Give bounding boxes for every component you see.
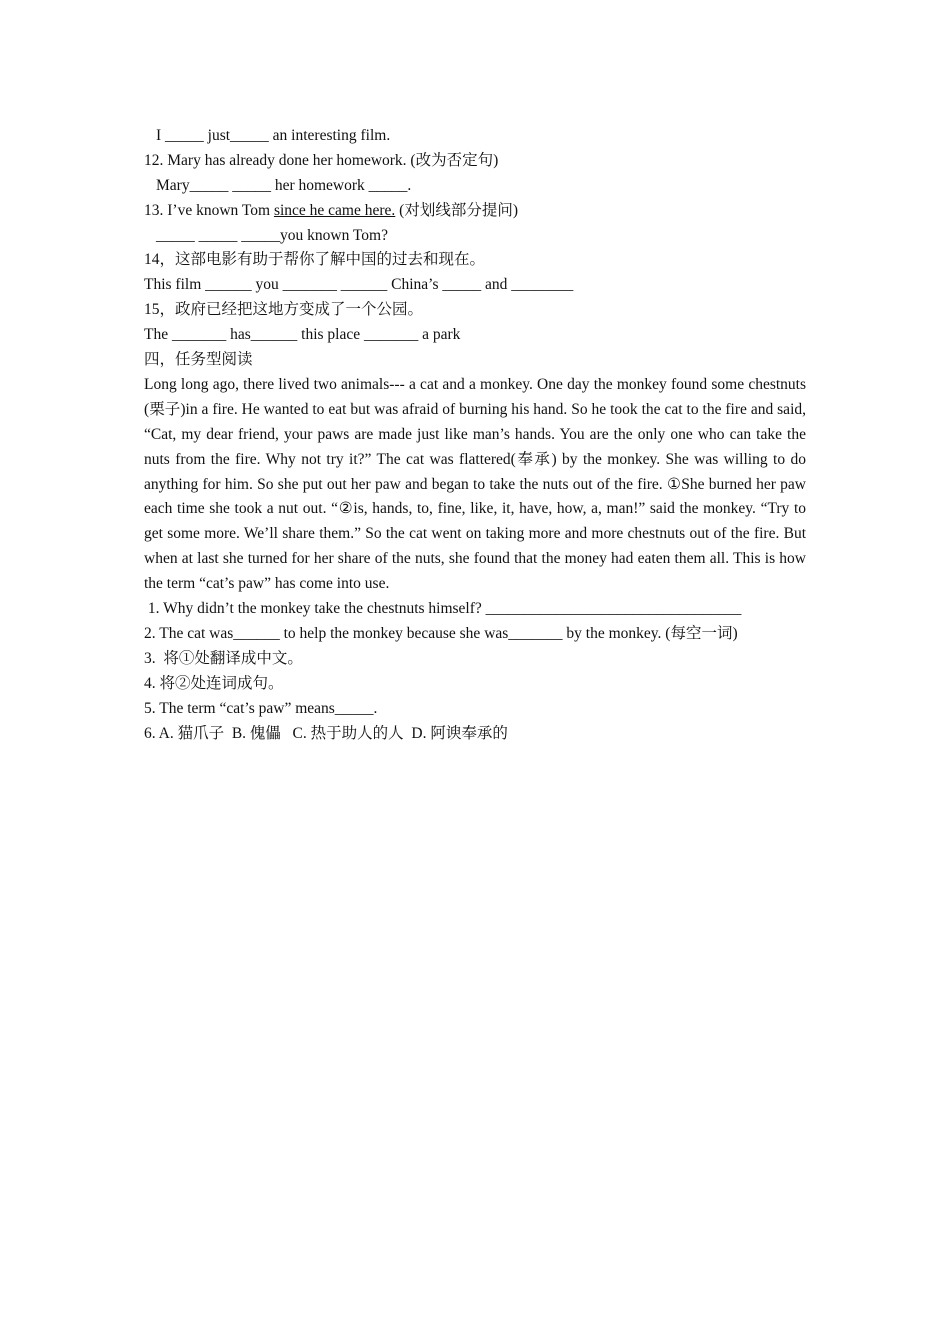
document-page bbox=[144, 124, 806, 746]
exercise-14-answer-line: This film ______ you _______ ______ China’s _____ and ________ bbox=[144, 276, 574, 294]
question-1: 1. Why didn’t the monkey take the chestnuts himself? _________________________________ bbox=[144, 600, 742, 618]
reading-passage: Long long ago, there lived two animals--- a cat and a monkey. One day the monkey found some chestnuts (栗子)in a fire. He wanted to eat but was afraid of burning his hand. So he took the cat to the fire and said, “Cat, my dear friend, your paws are made just like man’s hands. You are the only one who can take the nuts from the fire. Why not try it?” The cat was flattered(奉承) by the monkey. She was willing to do anything for him. So she put out her paw and began to take the nuts out of the fire. ①She burned her paw each time she took a nut out. “②is, hands, to, fine, like, it, have, how, a, man!” said the monkey. “Try to get some more. We’ll share them.” So the cat went on taking more and more chestnuts out of the fire. But when at last she turned for her share of the nuts, she found that the money had eaten them all. This is how the term “cat’s paw” has come into use. bbox=[144, 375, 806, 593]
exercise-11-answer-line: I _____ just_____ an interesting film. bbox=[156, 127, 391, 144]
exercise-13-answer-line: _____ _____ _____you known Tom? bbox=[156, 226, 388, 244]
exercise-13-underlined: since he came here. bbox=[273, 201, 396, 219]
exercise-15-answer-line: The _______ has______ this place _______ a park bbox=[144, 326, 461, 344]
exercise-15-prompt: 15，政府已经把这地方变成了一个公园。 bbox=[144, 301, 424, 319]
exercise-12-prompt: 12. Mary has already done her homework. (改为否定句) bbox=[144, 151, 499, 169]
exercise-14-prompt: 14，这部电影有助于帮你了解中国的过去和现在。 bbox=[144, 251, 486, 269]
exercise-12-answer-line: Mary_____ _____ her homework _____. bbox=[156, 176, 412, 194]
section-heading: 四，任务型阅读 bbox=[144, 351, 253, 369]
question-4: 4. 将②处连词成句。 bbox=[144, 674, 284, 692]
question-5: 5. The term “cat’s paw” means_____. bbox=[144, 699, 378, 717]
question-3: 3. 将①处翻译成中文。 bbox=[144, 649, 303, 667]
exercise-13-text: 13. I’ve known Tom bbox=[144, 201, 274, 219]
question-6-options: 6. A. 猫爪子 B. 傀儡 C. 热于助人的人 D. 阿谀奉承的 bbox=[144, 724, 508, 742]
exercise-13-prompt bbox=[144, 199, 806, 224]
question-2: 2. The cat was______ to help the monkey because she was_______ by the monkey. (每空一词) bbox=[144, 624, 738, 642]
exercise-13-instruction: (对划线部分提问) bbox=[395, 201, 518, 219]
